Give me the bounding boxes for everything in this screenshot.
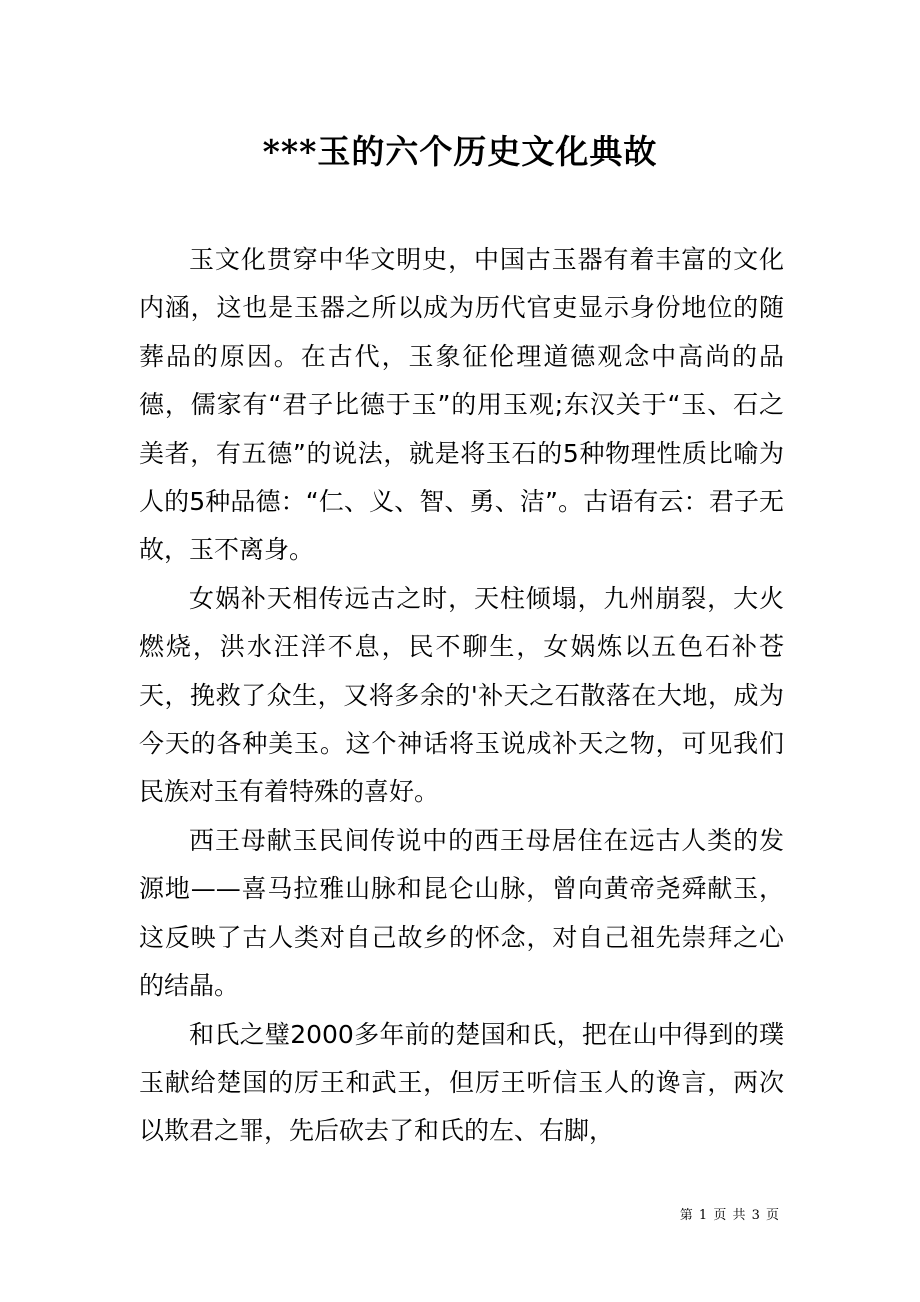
paragraph-heshibi: 和氏之璧2000多年前的楚国和氏，把在山中得到的璞玉献给楚国的厉王和武王，但厉王听信玉人的谗言，两次以欺君之罪，先后砍去了和氏的左、右脚， bbox=[139, 1019, 784, 1146]
document-body bbox=[139, 236, 784, 1156]
paragraph-intro: 玉文化贯穿中华文明史，中国古玉器有着丰富的文化内涵，这也是玉器之所以成为历代官吏显示身份地位的随葬品的原因。在古代，玉象征伦理道德观念中高尚的品德，儒家有“君子比德于玉”的用玉观;东汉关于“玉、石之美者，有五德”的说法，就是将玉石的5种物理性质比喻为人的5种品德：“仁、义、智、勇、洁”。古语有云：君子无故，玉不离身。 bbox=[139, 245, 784, 565]
document-title: ***玉的六个历史文化典故 bbox=[262, 132, 658, 171]
page-number-footer: 第 1 页 共 3 页 bbox=[679, 1208, 780, 1223]
paragraph-nuwa: 女娲补天相传远古之时，天柱倾塌，九州崩裂，大火燃烧，洪水汪洋不息，民不聊生，女娲炼以五色石补苍天，挽救了众生，又将多余的'补天之石散落在大地，成为今天的各种美玉。这个神话将玉说成补天之物，可见我们民族对玉有着特殊的喜好。 bbox=[139, 583, 784, 807]
paragraph-xiwangmu: 西王母献玉民间传说中的西王母居住在远古人类的发源地——喜马拉雅山脉和昆仑山脉，曾向黄帝尧舜献玉，这反映了古人类对自己故乡的怀念，对自己祖先崇拜之心的结晶。 bbox=[139, 825, 784, 1001]
